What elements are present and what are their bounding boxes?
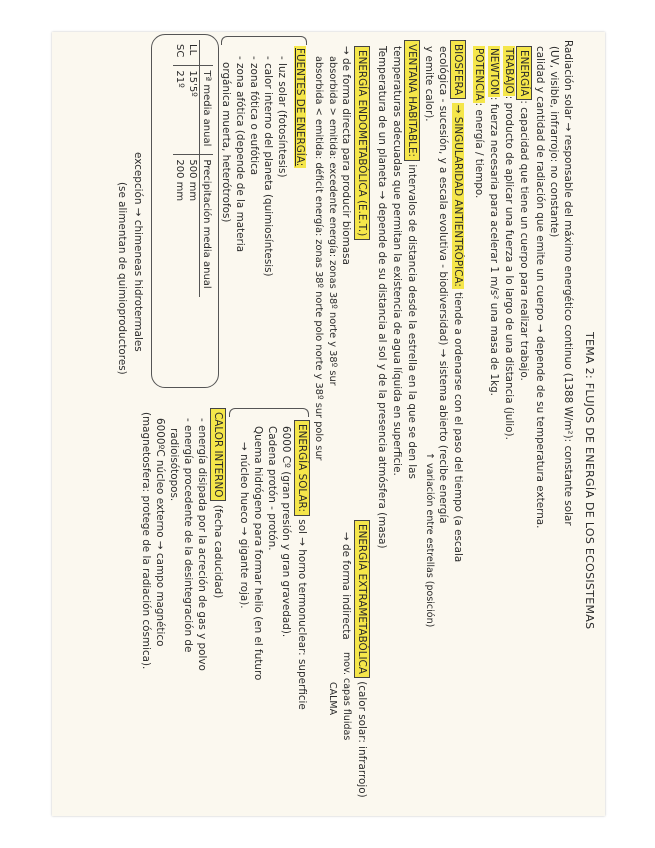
text-line: (UV, visible, infrarrojo: no constante) [548, 46, 560, 238]
exo-label: ENERGÍA EXTRAMETABÓLICA [354, 520, 370, 678]
table-header: Tª media anual [200, 66, 214, 155]
table-cell: 21º [173, 66, 186, 155]
list-item: - calor interno del planeta (quimiosíntesis) [262, 56, 274, 277]
text-line: excepción → chimeneas hidrotermales [132, 152, 144, 352]
text-line: - energía procedente de la desintegración de [182, 418, 194, 653]
text-line: mov. capas fluidas [341, 652, 352, 741]
text-line: absorbida < emitida: déficit energía: zonas 38º norte polo norte y 38º sur polo sur [313, 56, 324, 461]
table-row [200, 40, 214, 297]
list-item: orgánica muerta, heterótrofos) [220, 62, 232, 223]
definition-text: producto de aplicar una fuerza a lo largo de una distancia (julio). [503, 102, 515, 440]
text-line: (se alimentan de quimioproductores) [116, 182, 128, 375]
biosfera-line [453, 40, 463, 562]
text-line: → de forma directa para producir biomasa [340, 46, 352, 265]
biosfera-heading: → SINGULARIDAD ANTIENTRÓPICA: [452, 104, 464, 287]
table-cell [200, 40, 214, 66]
definition-text: fuerza necesaria para acelerar 1 m/s² una masa de 1kg. [488, 103, 500, 396]
table-row [186, 40, 200, 297]
exo-heading [357, 520, 367, 798]
definition-energia: ENERGÍA: capacidad que tiene un cuerpo para realizar trabajo. [519, 46, 529, 381]
table-cell: LL [187, 44, 198, 56]
note-line: ↑ variación entre estrellas (posición) [424, 452, 435, 628]
definition-trabajo: TRABAJO: producto de aplicar una fuerza a lo largo de una distancia (julio). [503, 48, 515, 440]
text-line: → de forma indirecta [340, 532, 352, 640]
exo-text: (calor solar: infrarrojo) [356, 681, 368, 798]
solar-label: ENERGÍA SOLAR: [294, 420, 310, 516]
bracket [221, 36, 307, 45]
page-title: TEMA 2: FLUJOS DE ENERGÍA DE LOS ECOSISTEMAS [583, 332, 596, 630]
text-line: 6000 Cº (gran presión y gran gravedad). [280, 426, 292, 638]
text-line: absorbida > emitida: excedente energía: zonas 38º norte y 38º sur [327, 56, 338, 386]
biosfera-label: BIOSFERA [450, 40, 466, 99]
text-line: Radiación solar → responsable del máximo energético continuo (1388 W/m²): constante solar [562, 40, 574, 526]
calor-heading [213, 408, 223, 598]
biosfera-text: tiende a ordenarse con el paso del tiempo (a escala [452, 292, 464, 563]
term-newton: NEWTON [488, 48, 500, 95]
table-cell: 15'5º [186, 66, 200, 155]
text-line: Cadena protón - protón. [266, 426, 278, 551]
solar-text: sol → horno termonuclear: superficie [296, 519, 308, 710]
definition-text: capacidad que tiene un cuerpo para realizar trabajo. [518, 107, 530, 381]
calor-text: (fecha caducidad) [212, 504, 224, 599]
table-cell: 500 mm [186, 155, 200, 297]
term-energia: ENERGÍA [516, 46, 532, 100]
list-item: - zona afótica (depende de la materia [234, 56, 246, 253]
bracket [229, 408, 309, 417]
term-potencia: POTENCIA [473, 48, 485, 101]
definition-text: energía / tiempo. [473, 109, 485, 199]
text-line: CALMA [327, 682, 338, 716]
fuentes-heading [295, 46, 305, 168]
climate-table [173, 40, 213, 297]
definition-potencia: POTENCIA: energía / tiempo. [473, 48, 485, 199]
text-line: → núcleo hueco → gigante roja). [238, 442, 250, 609]
text-line: temperaturas adecuadas que permitan la existencia de agua líquida en superficie. [391, 46, 403, 476]
ventana-text: intervalos de distancia desde la estrella en la que se den las [406, 164, 418, 479]
ventana-label: VENTANA HABITABLE: [404, 40, 420, 161]
text-line: y emite calor). [423, 46, 435, 122]
fuentes-label: FUENTES DE ENERGÍA: [294, 48, 306, 167]
text-line: calidad y cantidad de radiación que emite un cuerpo → depende de su temperatura externa. [534, 46, 546, 529]
endo-heading [357, 46, 367, 240]
text-line: ecológica - sucesión, y a escala evolutiva - biodiversidad) → sistema abierto (recibe energía [437, 46, 449, 524]
table-row [173, 40, 186, 297]
text-line: radioisótopos. [168, 428, 180, 502]
list-item: - luz solar (fotosíntesis) [276, 56, 288, 178]
definition-newton: NEWTON: fuerza necesaria para acelerar 1 m/s² una masa de 1kg. [488, 48, 500, 396]
calor-label: CALOR INTERNO [210, 408, 226, 501]
text-line: Temperatura de un planeta → depende de su distancia al sol y de la presencia atmósfera (masa) [376, 46, 388, 549]
text-line: Quema hidrógeno para formar helio (en el futuro [252, 426, 264, 681]
table-cell: SC [174, 44, 185, 58]
solar-heading [297, 420, 307, 710]
page-content [52, 32, 605, 816]
text-line: (magnetosfera: protege de la radiación cósmica). [140, 412, 152, 670]
term-trabajo: TRABAJO [503, 48, 515, 94]
table-header: Precipitación media anual [200, 155, 214, 297]
text-line: - energía disipada por la acreción de gas y polvo [196, 418, 208, 671]
endo-label: ENERGÍA ENDOMETABÓLICA (E.E.T.) [354, 46, 370, 240]
notebook-page [52, 32, 605, 816]
table-cell: 200 mm [173, 155, 186, 297]
ventana-line [407, 40, 417, 479]
list-item: - zona fótica o eufótica [248, 56, 260, 176]
text-line: 6000ºC núcleo externo → campo magnético [154, 418, 166, 647]
